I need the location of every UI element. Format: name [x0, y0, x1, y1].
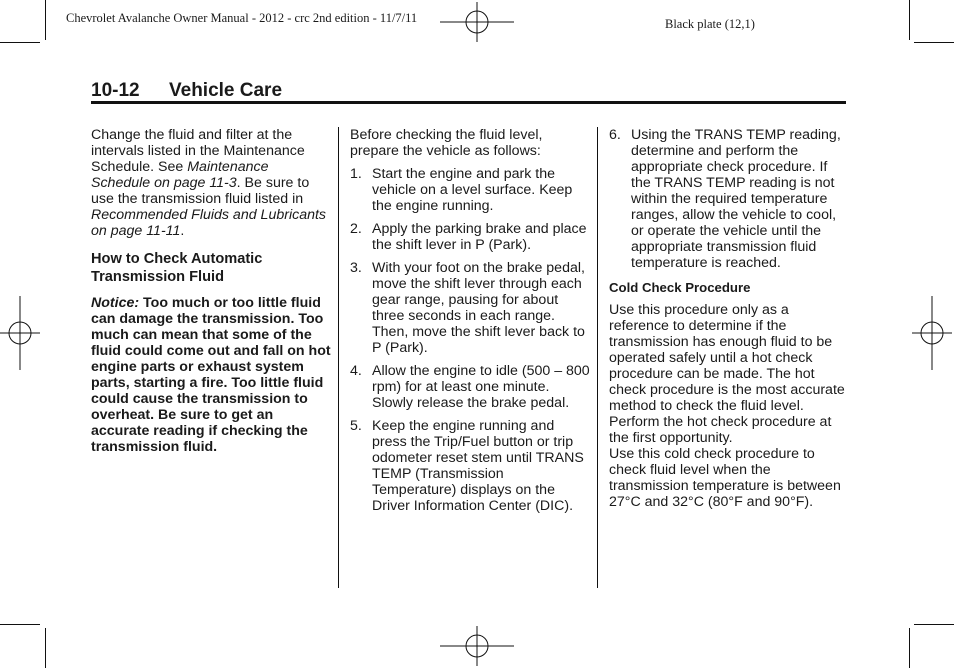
steps-list — [609, 127, 849, 271]
steps-list — [350, 166, 590, 514]
column-2 — [350, 127, 590, 514]
print-slug: Chevrolet Avalanche Owner Manual - 2012 - crc 2nd edition - 11/7/11 — [66, 11, 418, 25]
column-divider — [597, 127, 598, 588]
step-text: With your foot on the brake pedal, move the shift lever through each gear range, pausing for about three seconds in each range. Then, move the shift lever back to P (Park). — [372, 260, 585, 356]
page-title — [91, 80, 282, 102]
crop-mark — [909, 0, 910, 40]
list-item — [350, 221, 590, 253]
column-3 — [609, 127, 849, 510]
heading-rule — [91, 101, 846, 104]
step-text: Keep the engine running and press the Trip/Fuel button or trip odometer reset stem until TRANS TEMP (Transmission Temperature) displays on the Driver Information Center (DIC). — [372, 418, 584, 514]
plate-label: Black plate (12,1) — [665, 17, 755, 31]
column-1 — [91, 127, 331, 455]
subsection-heading: How to Check Automatic Transmission Fluid — [91, 251, 263, 285]
intro-text: Change the fluid and filter at the intervals listed in the Maintenance Schedule. See — [91, 127, 305, 175]
registration-mark-icon — [440, 626, 514, 666]
step-text: Using the TRANS TEMP reading, determine and perform the appropriate check procedure. If the TRANS TEMP reading is not within the required temperature ranges, allow the vehicle to cool, or operate the vehicle until the appropriate transmission fluid temperature is reached. — [631, 127, 841, 271]
crop-mark — [914, 42, 954, 43]
registration-mark-icon — [912, 296, 952, 370]
notice-text: Too much or too little fluid can damage the transmission. Too much can mean that some of the fluid could come out and fall on hot engine parts or exhaust system parts, starting a fire. Too little fluid could cause the transmission to overheat. Be sure to get an accurate reading if checking the transmission fluid. — [91, 295, 331, 455]
cold-check-heading: Cold Check Procedure — [609, 280, 751, 295]
step-number: 3. — [350, 260, 362, 276]
steps-intro: Before checking the fluid level, prepare the vehicle as follows: — [350, 127, 543, 159]
step-number: 6. — [609, 127, 621, 143]
crop-mark — [909, 628, 910, 668]
cold-check-paragraph: Use this procedure only as a reference to determine if the transmission has enough fluid to be operated safely until a hot check procedure can be made. The hot check procedure is the most accurate method to check the fluid level. Perform the hot check procedure at the first opportunity. — [609, 302, 845, 446]
registration-mark-icon — [440, 2, 514, 42]
step-number: 1. — [350, 166, 362, 182]
intro-paragraph — [91, 127, 331, 239]
list-item — [350, 363, 590, 411]
crop-mark — [914, 624, 954, 625]
list-item — [350, 260, 590, 356]
recommended-fluids-link[interactable]: Recommended Fluids and Lubricants on page 11-11 — [91, 207, 327, 239]
column-divider — [338, 127, 339, 588]
section-title: Vehicle Care — [169, 80, 283, 101]
crop-mark — [0, 42, 40, 43]
crop-mark — [45, 0, 46, 40]
notice-paragraph — [91, 295, 331, 455]
notice-label: Notice: — [91, 295, 140, 311]
intro-text: . — [180, 223, 185, 239]
step-text: Apply the parking brake and place the shift lever in P (Park). — [372, 221, 587, 253]
step-text: Allow the engine to idle (500 – 800 rpm) for at least one minute. Slowly release the brake pedal. — [372, 363, 590, 411]
maintenance-schedule-link[interactable]: Maintenance Schedule on page 11-3 — [91, 159, 269, 191]
registration-mark-icon — [0, 296, 40, 370]
cold-check-temperature-paragraph: Use this cold check procedure to check fluid level when the transmission temperature is between 27°C and 32°C (80°F and 90°F). — [609, 446, 841, 510]
list-item — [350, 418, 590, 514]
step-number: 2. — [350, 221, 362, 237]
step-number: 4. — [350, 363, 362, 379]
page-number: 10-12 — [91, 80, 140, 101]
crop-mark — [45, 628, 46, 668]
crop-mark — [0, 624, 40, 625]
intro-text: . Be sure to use the transmission fluid listed in — [91, 175, 310, 207]
list-item — [350, 166, 590, 214]
step-text: Start the engine and park the vehicle on a level surface. Keep the engine running. — [372, 166, 573, 214]
step-number: 5. — [350, 418, 362, 434]
list-item — [609, 127, 849, 271]
